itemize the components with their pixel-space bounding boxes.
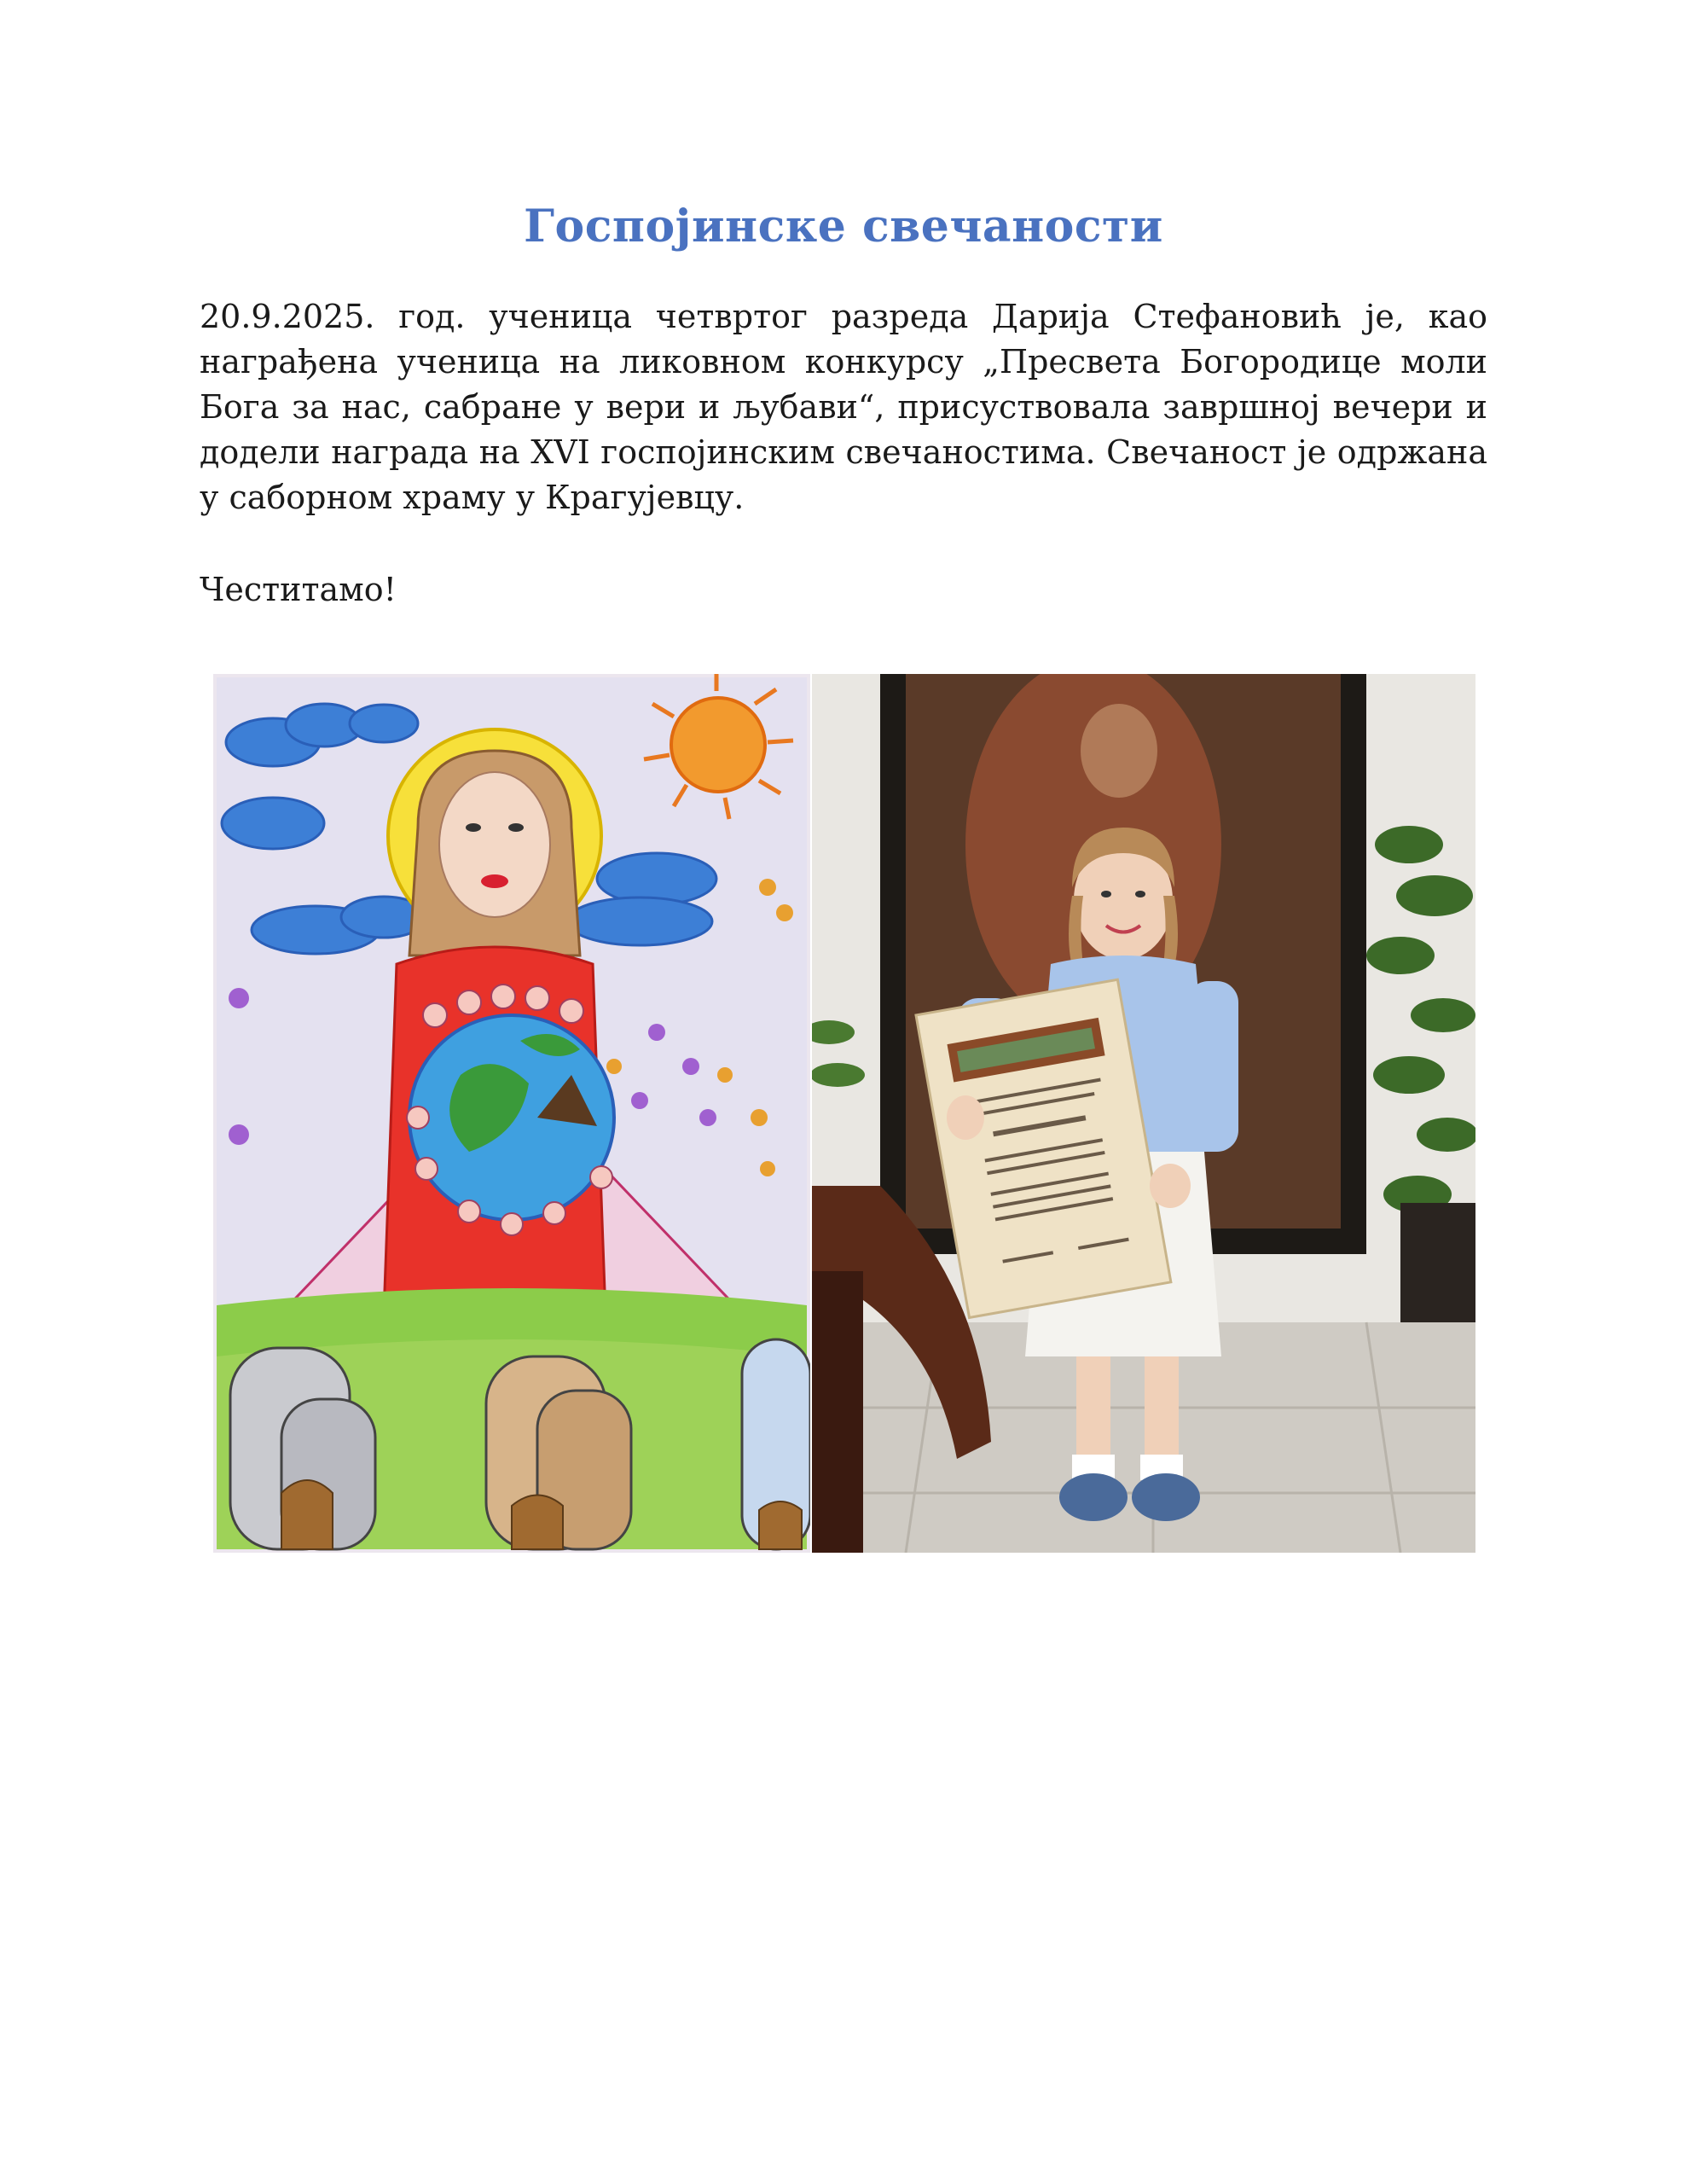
closing-line: Честитамо! [200, 571, 397, 608]
page-title: Госпојинске свечаности [524, 200, 1163, 253]
photo-collage [213, 674, 1475, 1553]
body-paragraph: 20.9.2025. год. ученица четвртог разреда Дарија Стефановић је, као награђена ученица на ликовном конкурсу „Пресвета Богородице моли Бога за нас, сабране у вери и љубави“, присуствовала завршној вечери и додели награда на XVI госпојинским свечаностима. Свечаност је одржана у саборном храму у Крагујевцу. [200, 298, 1487, 516]
girl-holding-diploma-photo-icon [812, 674, 1475, 1553]
children-drawing-madonna-holding-globe-icon [213, 674, 810, 1553]
